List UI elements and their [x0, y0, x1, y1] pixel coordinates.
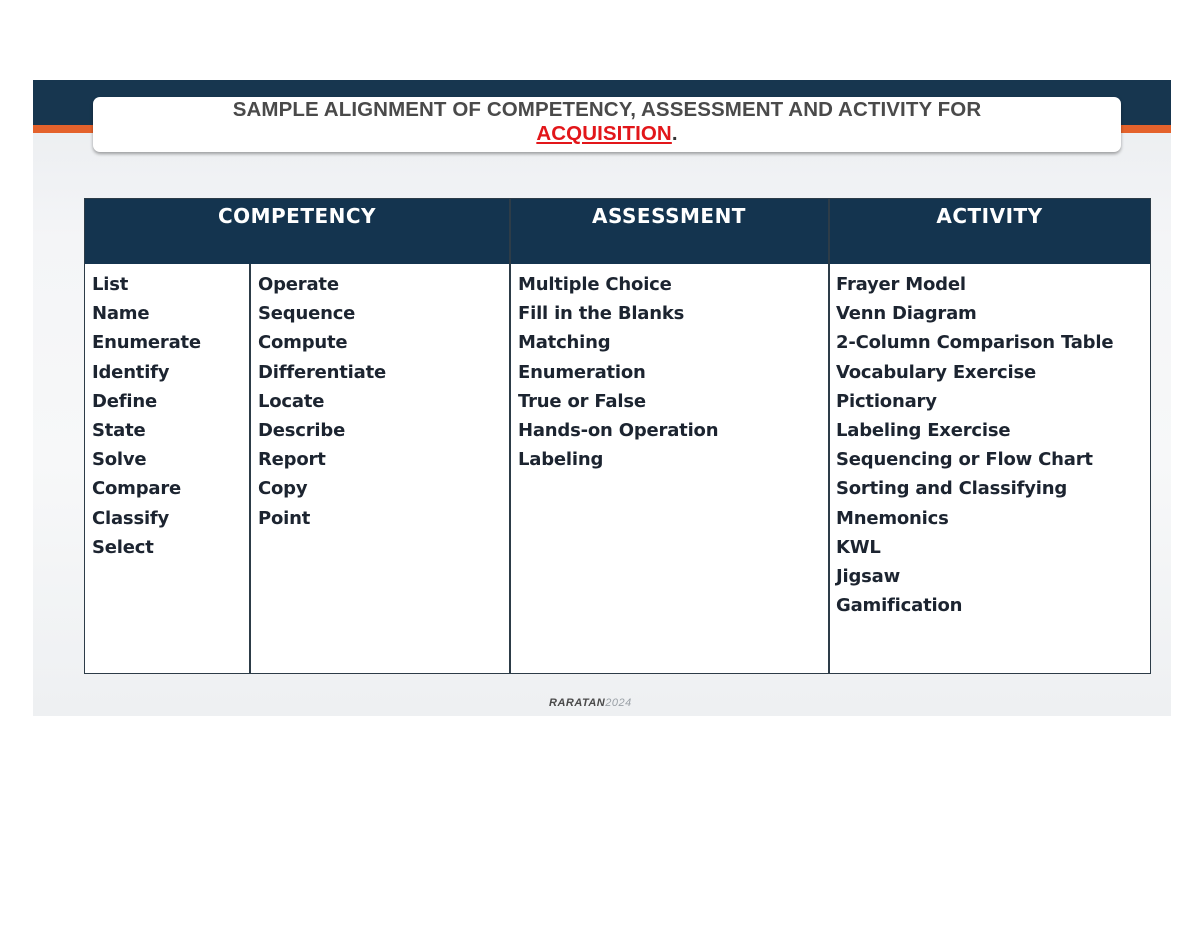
competency-item: Select — [92, 536, 154, 558]
column-divider — [509, 199, 511, 673]
activity-item: 2-Column Comparison Table — [836, 332, 1114, 354]
competency-item: Locate — [258, 390, 325, 412]
activity-item: Mnemonics — [836, 507, 949, 529]
accent-stripe-right — [1121, 125, 1171, 133]
column-divider — [828, 199, 830, 673]
competency-item: Enumerate — [92, 332, 201, 354]
title-suffix: . — [671, 122, 678, 145]
competency-item: Name — [92, 303, 150, 325]
assessment-item: Enumeration — [518, 361, 646, 383]
competency-item: Classify — [92, 507, 170, 529]
assessment-item: Matching — [518, 332, 611, 354]
competency-item: Describe — [258, 419, 346, 441]
footer-logo-text: RARATAN — [549, 697, 606, 709]
header-competency: COMPETENCY — [85, 199, 509, 264]
slide — [33, 80, 1171, 716]
competency-item: List — [92, 274, 129, 295]
assessment-item: Hands-on Operation — [518, 419, 719, 441]
activity-item: Pictionary — [836, 390, 937, 412]
footer-year: 2024 — [605, 697, 632, 709]
accent-stripe-left — [33, 125, 95, 133]
footer-logo — [549, 697, 632, 709]
competency-item: Identify — [92, 361, 170, 383]
assessment-item: Fill in the Blanks — [518, 303, 685, 325]
activity-list — [836, 274, 1113, 624]
activity-item: Sorting and Classifying — [836, 478, 1068, 500]
slide-title — [93, 97, 1121, 152]
competency-item: Compare — [92, 478, 182, 500]
competency-item: Point — [258, 507, 311, 529]
competency-list-1 — [92, 274, 201, 566]
competency-item: Solve — [92, 449, 147, 471]
header-activity: ACTIVITY — [829, 199, 1150, 264]
competency-item: Define — [92, 390, 157, 412]
assessment-item: Multiple Choice — [518, 274, 672, 295]
activity-item: Sequencing or Flow Chart — [836, 449, 1093, 471]
assessment-item: True or False — [518, 390, 646, 412]
competency-list-2 — [258, 274, 386, 537]
competency-item: Copy — [258, 478, 308, 500]
competency-item: Report — [258, 449, 326, 471]
activity-item: Vocabulary Exercise — [836, 361, 1036, 383]
header-assessment: ASSESSMENT — [510, 199, 828, 264]
activity-item: Jigsaw — [836, 565, 901, 587]
activity-item: KWL — [836, 536, 881, 558]
activity-item: Labeling Exercise — [836, 419, 1011, 441]
column-divider — [249, 264, 251, 673]
activity-item: Gamification — [836, 595, 963, 617]
alignment-table — [84, 198, 1151, 674]
competency-item: Operate — [258, 274, 339, 295]
activity-item: Venn Diagram — [836, 303, 977, 325]
title-line1: SAMPLE ALIGNMENT OF COMPETENCY, ASSESSMENT AND ACTIVITY FOR — [232, 98, 982, 121]
activity-item: Frayer Model — [836, 274, 966, 295]
competency-item: Differentiate — [258, 361, 387, 383]
assessment-item: Labeling — [518, 449, 604, 471]
assessment-list — [518, 274, 718, 478]
competency-item: Sequence — [258, 303, 356, 325]
competency-item: Compute — [258, 332, 348, 354]
competency-item: State — [92, 419, 146, 441]
title-line2 — [93, 122, 1121, 146]
title-highlight: ACQUISITION — [536, 122, 672, 145]
